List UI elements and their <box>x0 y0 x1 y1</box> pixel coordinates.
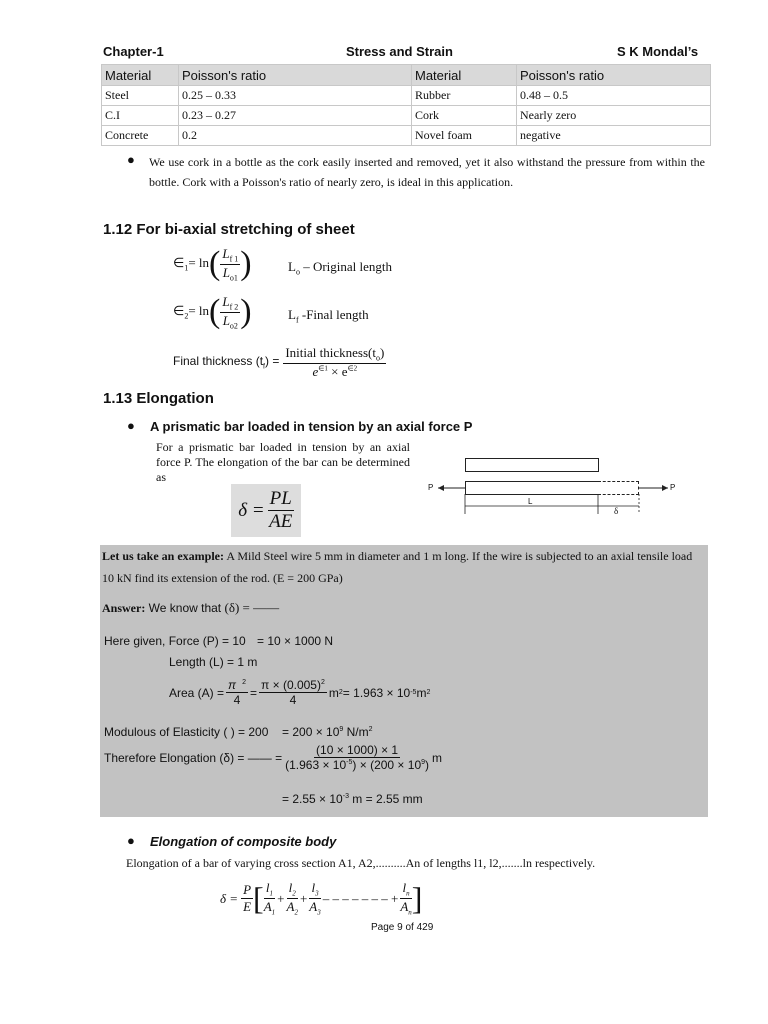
answer-line: Answer: We know that (δ) = —— <box>102 600 280 615</box>
modulus-line: Modulous of Elasticity ( ) = 200 <box>104 725 269 739</box>
elongation-line: Therefore Elongation (δ) = —— = $\frac{(10 \times 1000) \times 1}{(1.963 \times 10^{-5}) \times (200 \times 10^9)}$ m <box>104 743 443 772</box>
table-cell: C.I <box>102 106 179 126</box>
prismatic-bar-figure <box>424 456 684 518</box>
section-heading-biaxial: 1.12 For bi-axial stretching of sheet <box>103 221 355 238</box>
author-label: S K Mondal’s <box>617 44 699 59</box>
table-row <box>102 126 711 146</box>
final-thickness-equation: Final thickness $(t_f)$ = $\frac{Initial thickness(t_o)}{e^{\in 1} \times e^{\in 2}}$ <box>173 345 385 379</box>
table-cell: Nearly zero <box>517 106 711 126</box>
length-line: Length (L) = 1 m <box>169 655 258 669</box>
document-title: Stress and Strain <box>346 44 453 59</box>
table-cell: 0.25 – 0.33 <box>179 86 412 106</box>
section-heading-elongation: 1.13 Elongation <box>103 390 214 407</box>
result-line: = $2.55 \times 10^{-3}$ m = 2.55 mm <box>282 792 423 806</box>
chapter-label: Chapter-1 <box>103 44 164 59</box>
poisson-ratio-table <box>101 64 711 146</box>
table-cell: 0.23 – 0.27 <box>179 106 412 126</box>
cork-note: We use cork in a bottle as the cork easily inserted and removed, yet it also withstand the pressure from within the bottle. Cork with a Poisson's ratio of nearly zero, is ideal in this application. <box>149 155 705 189</box>
elongation-formula: δ = $\frac{PL}{AE}$ <box>231 484 301 537</box>
original-length-note: $L_o$ – Original length <box>288 259 393 277</box>
bullet-icon: ● <box>127 833 135 848</box>
table-row <box>102 86 711 106</box>
example-box <box>100 545 708 817</box>
table-cell: 0.48 – 0.5 <box>517 86 711 106</box>
strain-equation-1: $\in_1= \ln$( $\frac{L_{f 1}}{L_{o1}}$ ) <box>173 245 252 283</box>
bullet-icon: ● <box>127 152 135 167</box>
table-cell: Novel foam <box>412 126 517 146</box>
table-header: Material <box>102 65 179 86</box>
force-line: Here given, Force (P) = 10 <box>104 634 246 648</box>
table-header-row <box>102 65 711 86</box>
length-label: L <box>528 497 533 506</box>
table-cell: 0.2 <box>179 126 412 146</box>
table-cell: Steel <box>102 86 179 106</box>
table-cell: Cork <box>412 106 517 126</box>
table-cell: negative <box>517 126 711 146</box>
force-label-left: P <box>428 483 434 492</box>
area-line: Area (A) = $\frac{\pi ^2}{4}$ = $\frac{\pi \times (0.005)^2}{4}$ m 2 = 1.963 × 10 -5 m 2 <box>169 678 431 707</box>
table-header: Poisson's ratio <box>517 65 711 86</box>
composite-description: Elongation of a bar of varying cross section A1, A2,..........An of lengths l1, l2,.......ln respectively. <box>126 856 596 870</box>
prismatic-bar-description: For a prismatic bar loaded in tension by an axial force P. The elongation of the bar can be determined as <box>156 440 410 484</box>
figure-lines <box>424 456 684 518</box>
table-cell: Concrete <box>102 126 179 146</box>
bullet-icon: ● <box>127 418 135 433</box>
composite-formula: δ = $\frac{P}{E}$ [ $\frac{l_1}{A_1}$ + $\frac{l_2}{A_2}$ + $\frac{l_3}{A_3}$ – – – – – – – + $\frac{l_n}{A_n}$ ] <box>220 880 423 917</box>
table-cell: Rubber <box>412 86 517 106</box>
final-length-note: $L_f$ -Final length <box>288 307 369 325</box>
page-number: Page 9 of 429 <box>371 922 434 933</box>
force-value: = 10 × 1000 N <box>257 634 334 648</box>
modulus-value: = $200 \times 10^9$ $N/m^2$ <box>282 725 373 739</box>
example-question: Let us take an example: A Mild Steel wire 5 mm in diameter and 1 m long. If the wire is subjected to an axial tensile load 10 kN find its extension of the rod. (E = 200 GPa) <box>102 549 693 585</box>
force-label-right: P <box>670 483 676 492</box>
table-header: Material <box>412 65 517 86</box>
delta-label: δ <box>614 506 619 516</box>
composite-bullet: Elongation of composite body <box>150 834 337 849</box>
table-row <box>102 106 711 126</box>
strain-equation-2: $\in_2= \ln$( $\frac{L_{f 2}}{L_{o2}}$ ) <box>173 293 252 331</box>
table-header: Poisson's ratio <box>179 65 412 86</box>
prismatic-bar-bullet: A prismatic bar loaded in tension by an axial force P <box>150 419 473 434</box>
